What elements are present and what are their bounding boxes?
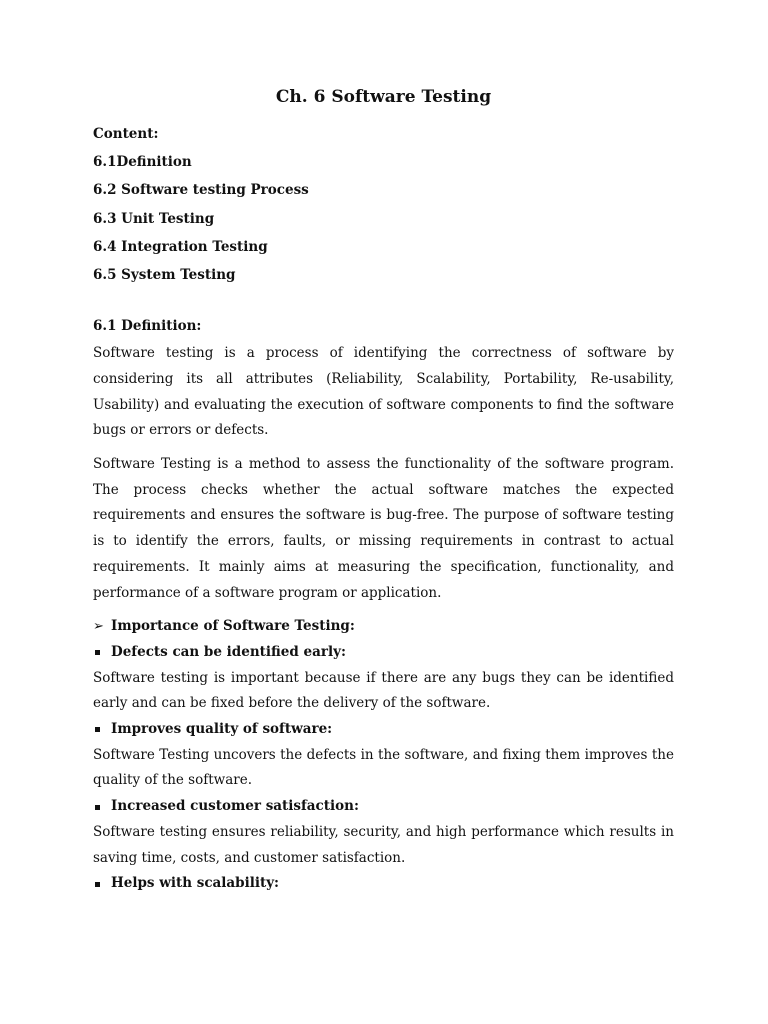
toc-item: 6.2 Software testing Process	[93, 182, 309, 199]
bullet-heading-text: Increased customer satisfaction:	[111, 798, 359, 815]
importance-heading	[93, 614, 674, 640]
bullet-heading-text: Helps with scalability:	[111, 875, 280, 892]
toc-item: 6.1Definition	[93, 154, 192, 171]
bullet-heading	[93, 717, 674, 743]
square-bullet-icon	[95, 805, 100, 810]
importance-heading-text: Importance of Software Testing:	[111, 618, 355, 635]
bullet-paragraph: Software testing is important because if there are any bugs they can be identified early and can be fixed before the delivery of the software.	[93, 669, 674, 712]
section-heading: 6.1 Definition:	[93, 318, 202, 335]
bullet-heading	[93, 640, 674, 666]
bullet-heading	[93, 871, 674, 897]
arrow-bullet-icon: ➢	[93, 619, 104, 635]
page-title: Ch. 6 Software Testing	[275, 87, 492, 107]
toc-item: 6.5 System Testing	[93, 267, 236, 284]
bullet-paragraph: Software testing ensures reliability, security, and high performance which results in saving time, costs, and customer satisfaction.	[93, 823, 674, 866]
square-bullet-icon	[95, 650, 100, 655]
bullet-heading	[93, 794, 674, 820]
bullet-heading-text: Defects can be identified early:	[111, 643, 346, 660]
square-bullet-icon	[95, 882, 100, 887]
toc-heading: Content:	[93, 126, 159, 142]
definition-paragraph: Software Testing is a method to assess the functionality of the software program. The process checks whether the actual software matches the expected requirements and ensures the software is bug-free. The purpose of software testing is to identify the errors, faults, or missing requirements in contrast to actual requirements. It mainly aims at measuring the specification, functionality, and performance of a software program or application.	[93, 456, 674, 601]
bullet-heading-text: Improves quality of software:	[111, 721, 333, 738]
toc-item: 6.4 Integration Testing	[93, 238, 268, 255]
definition-paragraph: Software testing is a process of identifying the correctness of software by considering its all attributes (Reliability, Scalability, Portability, Re-usability, Usability) and evaluating the execution of software components to find the software bugs or errors or defects.	[93, 345, 674, 439]
square-bullet-icon	[95, 727, 100, 732]
table-of-contents	[93, 120, 674, 289]
bullet-paragraph: Software Testing uncovers the defects in the software, and fixing them improves the quality of the software.	[93, 746, 674, 789]
toc-item: 6.3 Unit Testing	[93, 210, 215, 227]
